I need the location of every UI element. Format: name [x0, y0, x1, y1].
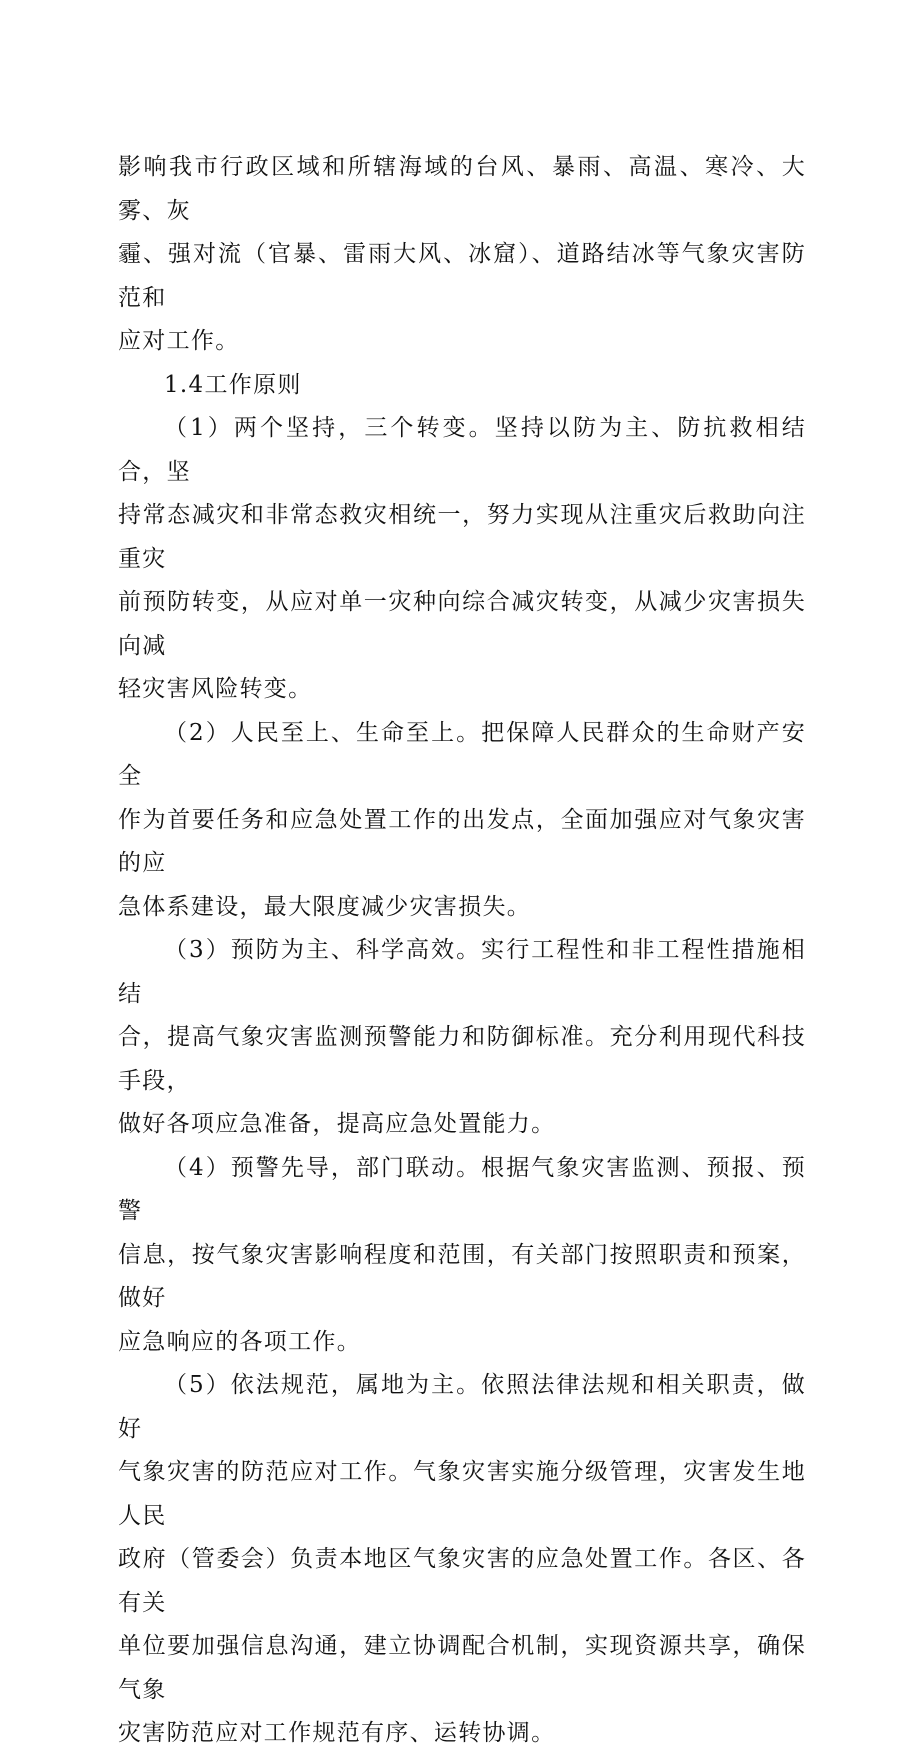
intro-paragraph: 影响我市行政区域和所辖海域的台风、暴雨、高温、寒冷、大雾、灰 霾、强对流（官暴、雷雨大风、冰窟）、道路结冰等气象灾害防范和 应对工作。: [118, 154, 806, 354]
document-page: [118, 146, 806, 1756]
principle-paragraph-5: （5）依法规范，属地为主。依照法律法规和相关职责，做好 气象灾害的防范应对工作。气象灾害实施分级管理，灾害发生地人民 政府（管委会）负责本地区气象灾害的应急处置工作。各区、各有关 单位要加强信息沟通，建立协调配合机制，实现资源共享，确保气象 灾害防范应对工作规范有序、运转协调。: [118, 1372, 806, 1746]
section-heading: 1.4工作原则: [164, 371, 302, 398]
principle-paragraph-4: （4）预警先导，部门联动。根据气象灾害监测、预报、预警 信息，按气象灾害影响程度和范围，有关部门按照职责和预案，做好 应急响应的各项工作。: [118, 1154, 806, 1355]
principle-paragraph-2: （2）人民至上、生命至上。把保障人民群众的生命财产安全 作为首要任务和应急处置工作的出发点，全面加强应对气象灾害的应 急体系建设，最大限度减少灾害损失。: [118, 719, 806, 920]
principle-paragraph-1: （1）两个坚持，三个转变。坚持以防为主、防抗救相结合，坚 持常态减灾和非常态救灾相统一，努力实现从注重灾后救助向注重灾 前预防转变，从应对单一灾种向综合减灾转变，从减少灾害损失向减 轻灾害风险转变。: [118, 415, 806, 702]
principle-paragraph-3: （3）预防为主、科学高效。实行工程性和非工程性措施相结 合，提高气象灾害监测预警能力和防御标准。充分利用现代科技手段， 做好各项应急准备，提高应急处置能力。: [118, 937, 806, 1137]
